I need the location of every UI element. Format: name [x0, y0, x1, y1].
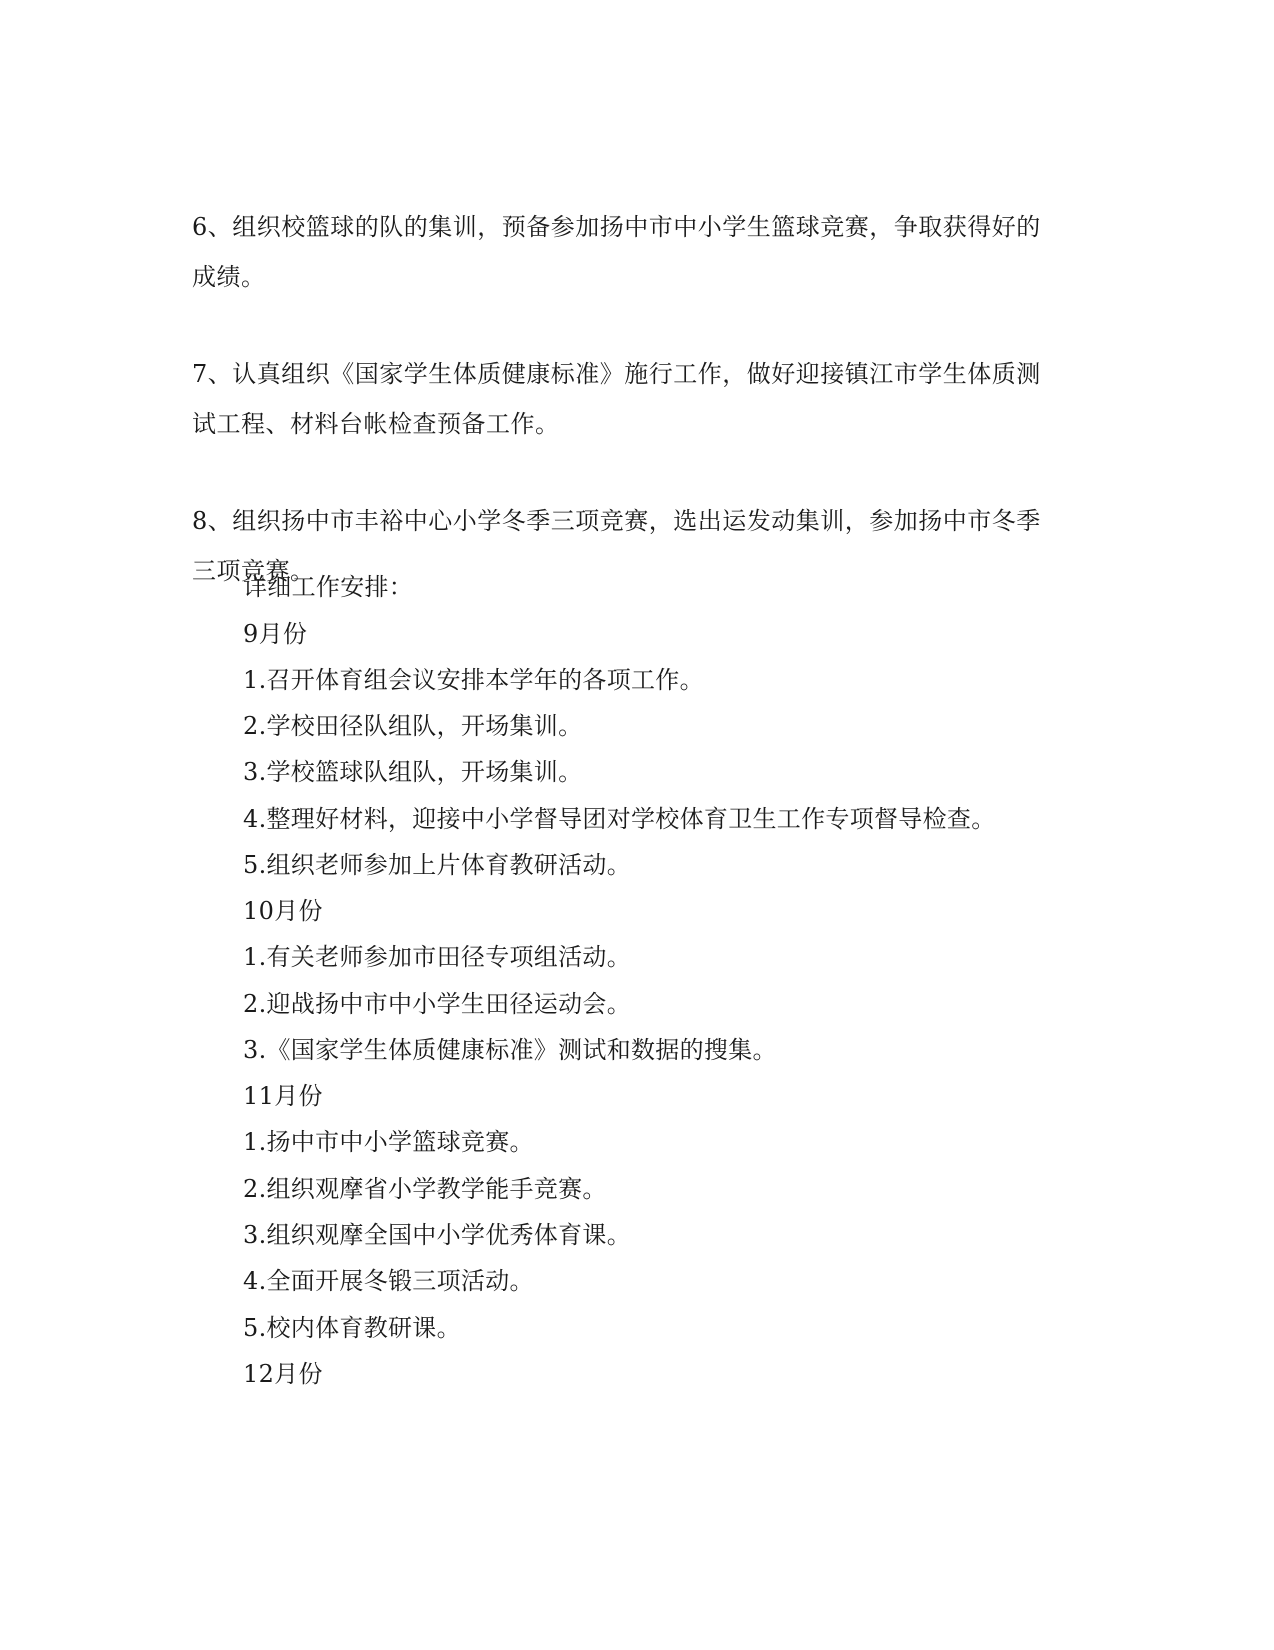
- schedule-item: 4.整理好材料，迎接中小学督导团对学校体育卫生工作专项督导检查。: [243, 805, 996, 833]
- paragraph-item-7: 7、认真组织《国家学生体质健康标准》施行工作，做好迎接镇江市学生体质测试工程、材料台帐检查预备工作。: [192, 360, 1041, 438]
- schedule-item: 5.组织老师参加上片体育教研活动。: [243, 851, 631, 879]
- schedule-item: 1.有关老师参加市田径专项组活动。: [243, 943, 631, 971]
- paragraph-item-8: 8、组织扬中市丰裕中心小学冬季三项竞赛，选出运发动集训，参加扬中市冬季三项竞赛。: [192, 507, 1041, 585]
- schedule-item: 3.《国家学生体质健康标准》测试和数据的搜集。: [243, 1036, 777, 1064]
- month-heading-nov: 11月份: [243, 1082, 323, 1110]
- month-heading-sep: 9月份: [243, 620, 308, 648]
- schedule-item: 2.迎战扬中市中小学生田径运动会。: [243, 990, 631, 1018]
- schedule-item: 1.召开体育组会议安排本学年的各项工作。: [243, 666, 704, 694]
- paragraph-item-6: 6、组织校篮球的队的集训，预备参加扬中市中小学生篮球竞赛，争取获得好的成绩。: [192, 213, 1041, 291]
- schedule-item: 4.全面开展冬锻三项活动。: [243, 1267, 534, 1295]
- schedule-item: 1.扬中市中小学篮球竞赛。: [243, 1128, 534, 1156]
- schedule-item: 2.学校田径队组队，开场集训。: [243, 712, 583, 740]
- schedule-item: 3.组织观摩全国中小学优秀体育课。: [243, 1221, 631, 1249]
- month-heading-dec: 12月份: [243, 1360, 323, 1388]
- schedule-item: 3.学校篮球队组队，开场集训。: [243, 758, 583, 786]
- schedule-heading: 详细工作安排：: [243, 573, 414, 601]
- month-heading-oct: 10月份: [243, 897, 323, 925]
- schedule-item: 5.校内体育教研课。: [243, 1314, 461, 1342]
- schedule-item: 2.组织观摩省小学教学能手竞赛。: [243, 1175, 607, 1203]
